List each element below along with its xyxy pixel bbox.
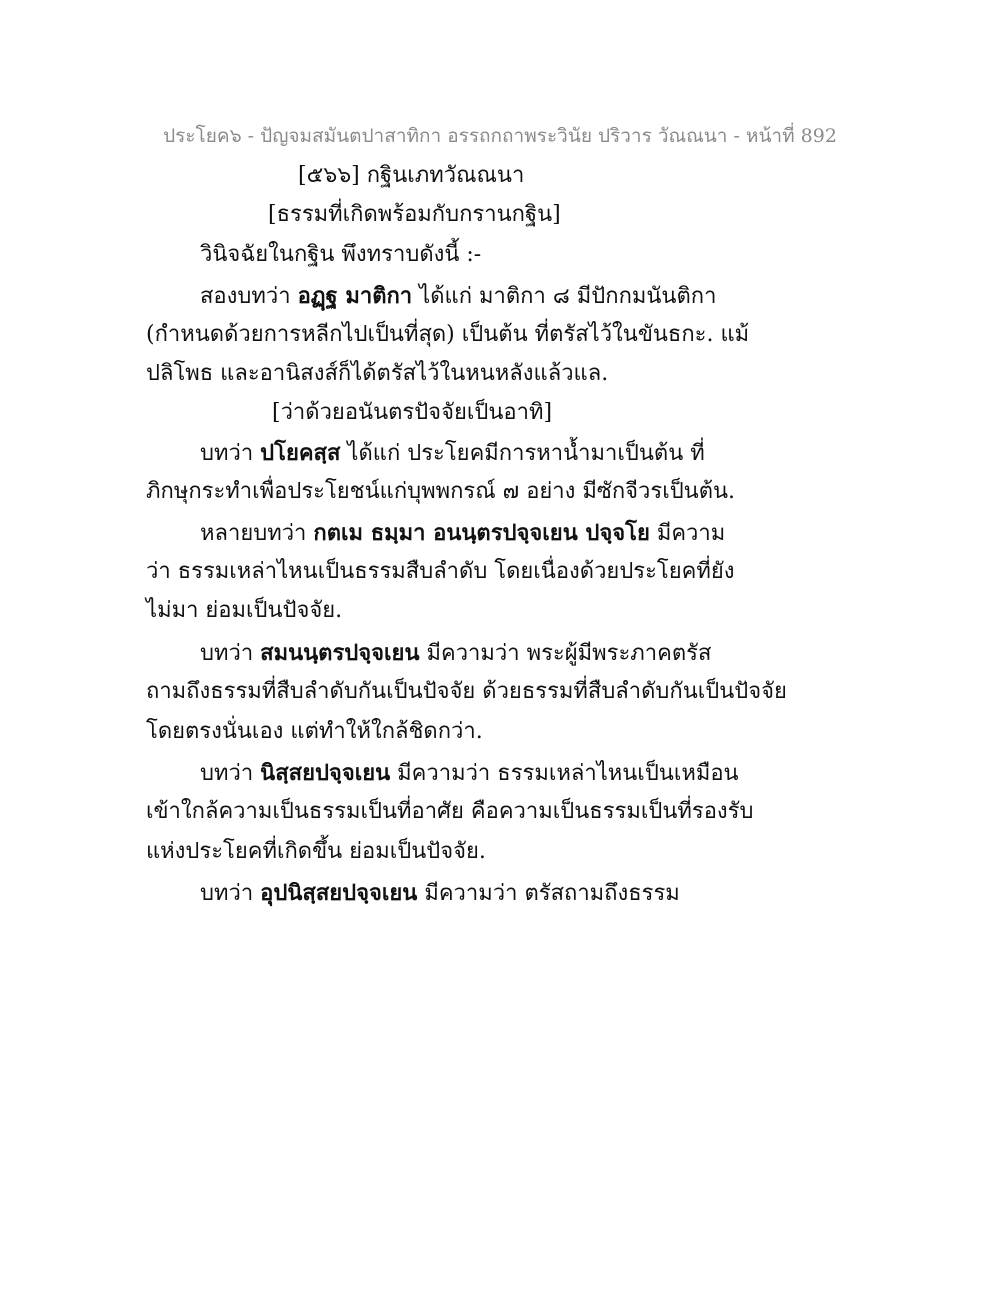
para-1-line-1 xyxy=(200,280,716,313)
para-5-term: นิสฺสยปจฺจเยน xyxy=(260,760,391,786)
para-5-line-3: แห่งประโยคที่เกิดขึ้น ย่อมเป็นปัจจัย. xyxy=(146,839,486,864)
para-4-line-2: ถามถึงธรรมที่สืบลำดับกันเป็นปัจจัย ด้วยธรรมที่สืบลำดับกันเป็นปัจจัย xyxy=(146,679,787,704)
para-3-prefix: หลายบทว่า xyxy=(200,521,314,546)
intro-line: วินิจฉัยในกฐิน พึงทราบดังนี้ :- xyxy=(200,242,482,267)
subtitle-birth-with-kathina: [ธรรมที่เกิดพร้อมกับกรานกฐิน] xyxy=(268,202,561,227)
page-header: ประโยค๖ - ปัญจมสมันตปาสาทิกา อรรถกถาพระวินัย ปริวาร วัณณนา - หน้าที่ 892 xyxy=(163,125,837,147)
subtitle-anantara-paccaya: [ว่าด้วยอนันตรปัจจัยเป็นอาทิ] xyxy=(272,400,553,425)
para-3-line-1 xyxy=(200,517,725,550)
para-4-line-1 xyxy=(200,637,711,670)
para-5-prefix: บทว่า xyxy=(200,761,261,786)
para-2-term: ปโยคสฺส xyxy=(260,440,341,466)
para-5-rest: มีความว่า ธรรมเหล่าไหนเป็นเหมือน xyxy=(390,761,739,786)
para-3-rest: มีความ xyxy=(649,521,726,546)
para-3-line-3: ไม่มา ย่อมเป็นปัจจัย. xyxy=(146,598,343,623)
para-1-rest: ได้แก่ มาติกา ๘ มีปักกมนันติกา xyxy=(412,284,717,309)
para-5-line-1 xyxy=(200,757,739,790)
para-1-line-2: (กำหนดด้วยการหลีกไปเป็นที่สุด) เป็นต้น ที่ตรัสไว้ในขันธกะ. แม้ xyxy=(146,322,750,347)
para-3-term: กตเม ธมฺมา อนนฺตรปจฺจเยน ปจฺจโย xyxy=(313,520,650,546)
para-2-line-1 xyxy=(200,437,705,470)
para-2-rest: ได้แก่ ประโยคมีการหาน้ำมาเป็นต้น ที่ xyxy=(340,441,705,466)
para-1-prefix: สองบทว่า xyxy=(200,284,298,309)
para-5-line-2: เข้าใกล้ความเป็นธรรมเป็นที่อาศัย คือความเป็นธรรมเป็นที่รองรับ xyxy=(146,799,754,824)
para-1-term: อฏฺฐ มาติกา xyxy=(297,283,413,309)
para-6-line-1 xyxy=(200,877,680,910)
para-2-line-2: ภิกษุกระทำเพื่อประโยชน์แก่บุพพกรณ์ ๗ อย่าง มีซักจีวรเป็นต้น. xyxy=(146,479,736,504)
para-4-rest: มีความว่า พระผู้มีพระภาคตรัส xyxy=(419,641,712,666)
para-4-prefix: บทว่า xyxy=(200,641,261,666)
para-1-line-3: ปลิโพธ และอานิสงส์ก็ได้ตรัสไว้ในหนหลังแล้วแล. xyxy=(146,361,609,386)
para-4-line-3: โดยตรงนั่นเอง แต่ทำให้ใกล้ชิดกว่า. xyxy=(146,719,483,744)
para-6-prefix: บทว่า xyxy=(200,881,261,906)
para-2-prefix: บทว่า xyxy=(200,441,261,466)
para-6-term: อุปนิสฺสยปจฺจเยน xyxy=(260,880,418,906)
para-4-term: สมนนฺตรปจฺจเยน xyxy=(260,640,420,666)
section-title: [๕๖๖] กฐินเภทวัณณนา xyxy=(298,163,525,188)
para-3-line-2: ว่า ธรรมเหล่าไหนเป็นธรรมสืบลำดับ โดยเนื่องด้วยประโยคที่ยัง xyxy=(146,559,735,584)
para-6-rest: มีความว่า ตรัสถามถึงธรรม xyxy=(417,881,680,906)
